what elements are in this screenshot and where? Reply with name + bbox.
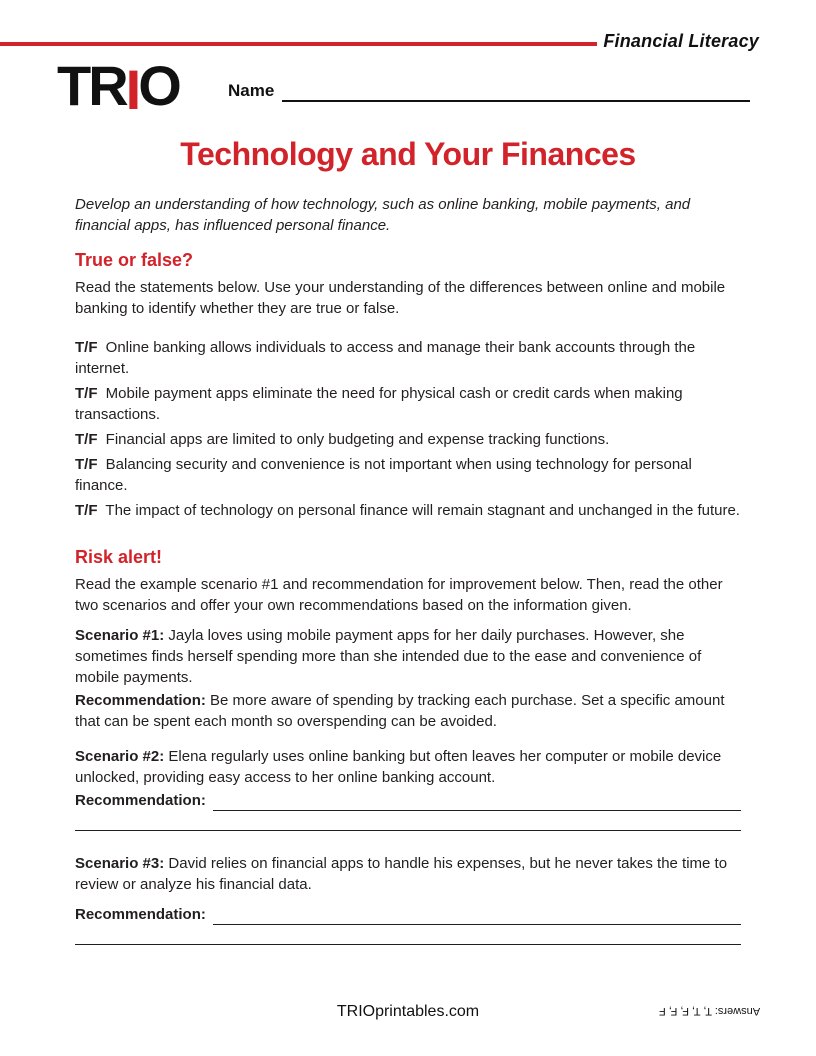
scenario-1-text: Jayla loves using mobile payment apps for her daily purchases. However, she sometimes finds herself spending more than she intended due to the ease and convenience of mobile payments. xyxy=(75,627,702,686)
recommendation-2-label: Recommendation: xyxy=(75,792,206,809)
tf-label[interactable]: T/F xyxy=(75,385,98,402)
tf-statement-text: Online banking allows individuals to access and manage their bank accounts through the internet. xyxy=(75,339,696,377)
recommendation-3-label: Recommendation: xyxy=(75,906,206,923)
page-title: Technology and Your Finances xyxy=(180,136,636,172)
worksheet-content xyxy=(75,130,741,945)
true-false-instructions: Read the statements below. Use your understanding of the differences between online and mobile banking to identify whether they are true or false. xyxy=(75,279,726,317)
scenario-2-text: Elena regularly uses online banking but often leaves her computer or mobile device unlocked, providing easy access to her online banking account. xyxy=(75,748,722,786)
recommendation-1 xyxy=(75,690,741,732)
recommendation-3-fill-line[interactable] xyxy=(213,905,741,925)
footer-answer-key-upside-down: Answers: T, T, F, F, F xyxy=(658,1005,760,1017)
recommendation-3-row xyxy=(75,905,741,925)
tf-statement-text: Mobile payment apps eliminate the need for physical cash or credit cards when making transactions. xyxy=(75,385,683,423)
logo-letter-i: I xyxy=(125,58,139,121)
recommendation-3-extra-line[interactable] xyxy=(75,944,741,945)
tf-statement-3 xyxy=(75,429,741,450)
footer-website: TRIOprintables.com xyxy=(336,1003,480,1020)
tf-statement-text: The impact of technology on personal finance will remain stagnant and unchanged in the future. xyxy=(105,502,740,519)
recommendation-2-fill-line[interactable] xyxy=(213,791,741,811)
tf-statement-text: Financial apps are limited to only budgeting and expense tracking functions. xyxy=(105,431,610,448)
scenario-3-label: Scenario #3: xyxy=(75,855,165,872)
recommendation-1-label: Recommendation: xyxy=(75,692,206,709)
scenario-2 xyxy=(75,746,741,788)
scenario-1 xyxy=(75,625,741,688)
scenario-1-label: Scenario #1: xyxy=(75,627,165,644)
tf-statement-5 xyxy=(75,500,741,521)
recommendation-2-row xyxy=(75,791,741,811)
tf-statement-2 xyxy=(75,383,741,425)
tf-label[interactable]: T/F xyxy=(75,431,98,448)
recommendation-1-text: Be more aware of spending by tracking each purchase. Set a specific amount that can be spent each month so overspending can be avoided. xyxy=(75,692,725,730)
true-false-heading: True or false? xyxy=(75,250,194,270)
risk-alert-heading: Risk alert! xyxy=(75,547,163,567)
risk-alert-instructions: Read the example scenario #1 and recommendation for improvement below. Then, read the other two scenarios and offer your own recommendations based on the information given. xyxy=(75,576,723,614)
tf-label[interactable]: T/F xyxy=(75,456,98,473)
tf-statement-1 xyxy=(75,337,741,379)
logo-letter-o: O xyxy=(138,54,179,117)
tf-statement-text: Balancing security and convenience is not important when using technology for personal finance. xyxy=(75,456,692,494)
worksheet-category: Financial Literacy xyxy=(603,31,759,51)
logo-letters-tr: TR xyxy=(57,54,126,117)
scenario-2-label: Scenario #2: xyxy=(75,748,165,765)
tf-statement-4 xyxy=(75,454,741,496)
name-field-row xyxy=(228,80,750,102)
recommendation-2-extra-line[interactable] xyxy=(75,830,741,831)
intro-text: Develop an understanding of how technology, such as online banking, mobile payments, and financial apps, has influenced personal finance. xyxy=(75,196,691,234)
tf-label[interactable]: T/F xyxy=(75,339,98,356)
trio-logo xyxy=(57,54,179,121)
header-accent-rule xyxy=(0,42,597,46)
tf-label[interactable]: T/F xyxy=(75,502,98,519)
scenario-3 xyxy=(75,853,741,895)
name-fill-line[interactable] xyxy=(282,80,750,102)
name-label: Name xyxy=(228,81,275,100)
scenario-3-text: David relies on financial apps to handle his expenses, but he never takes the time to review or analyze his financial data. xyxy=(75,855,728,893)
